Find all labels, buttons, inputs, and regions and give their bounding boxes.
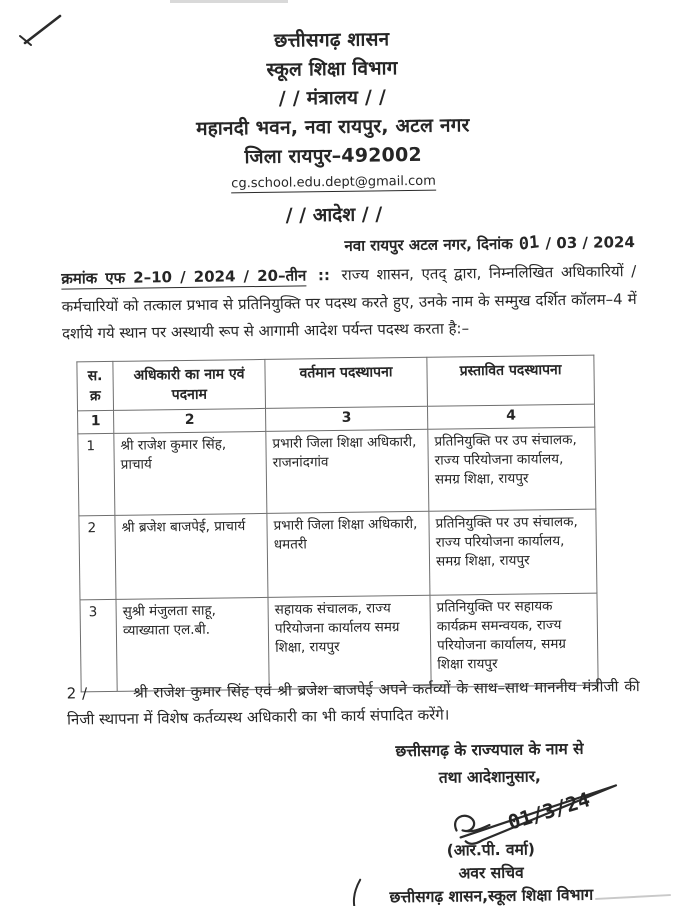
col-header-proposed: प्रस्तावित पदस्थापना (427, 355, 595, 406)
department-name: स्कूल शिक्षा विभाग (266, 57, 398, 81)
signature-block (319, 736, 661, 906)
table-header-row (77, 355, 595, 411)
order-title: / / आदेश / / (285, 203, 383, 227)
clause-number: 2 / (66, 684, 88, 703)
order-paragraph-text: राज्य शासन, एतद् द्वारा, निम्नलिखित अधिकारियों / कर्मचारियों को तत्काल प्रभाव से प्रतिनियुक्ति पर पदस्थ करते हुए, उनके नाम के सम्मुख दर्शित कॉलम–4 में दर्शाये गये स्थान पर अस्थायी रूप से आगामी आदेश पर्यन्त पदस्थ करता है:– (61, 262, 637, 343)
cell-officer-name: श्री राजेश कुमार सिंह, प्राचार्य (114, 431, 267, 515)
district-line: जिला रायपुर–492002 (244, 143, 423, 169)
place-prefix: नवा रायपुर अटल नगर, दिनांक (344, 234, 513, 255)
cell-sno: 1 (78, 433, 115, 515)
cell-current-posting: प्रभारी जिला शिक्षा अधिकारी, धमतरी (267, 511, 430, 597)
clause-indent (87, 698, 133, 699)
authority-line: छत्तीसगढ़ के राज्यपाल के नाम से (395, 739, 584, 761)
col-number-4: 4 (427, 404, 594, 429)
reference-separator: :: (317, 266, 331, 285)
col-header-name: अधिकारी का नाम एवं पदनाम (113, 359, 266, 410)
signatory-office: छत्तीसगढ़ शासन,स्कूल शिक्षा विभाग (389, 885, 594, 906)
cell-current-posting: प्रभारी जिला शिक्षा अधिकारी, राजनांदगांव (266, 429, 429, 513)
cell-sno: 3 (80, 599, 117, 691)
order-paragraph (61, 258, 637, 348)
signatory-designation: अवर सचिव (458, 863, 524, 883)
cell-officer-name: सुश्री मंजुलता साहू, व्याख्याता एल.बी. (116, 597, 269, 691)
cell-proposed-posting: प्रतिनियुक्ति पर सहायक कार्यक्रम समन्वयक, राज्य परियोजना कार्यालय, समग्र शिक्षा रायपुर (430, 593, 598, 687)
posting-table (76, 355, 598, 693)
clause-2-paragraph (67, 674, 641, 732)
table-row (78, 427, 596, 516)
cell-sno: 2 (79, 515, 116, 599)
email-address: cg.school.edu.dept@gmail.com (231, 173, 436, 192)
ministry-line: / / मंत्रालय / / (278, 86, 387, 110)
pen-descender-stroke-icon (349, 878, 366, 906)
place-date-line (344, 232, 635, 256)
cell-officer-name: श्री ब्रजेश बाजपेई, प्राचार्य (115, 513, 268, 599)
address-line: महानदी भवन, नवा रायपुर, अटल नगर (195, 114, 470, 140)
date-rest: / 03 / 2024 (545, 233, 635, 253)
signatory-name: (आर.पी. वर्मा) (446, 840, 536, 860)
col-header-current: वर्तमान पदस्थापना (265, 357, 428, 408)
reference-number: क्रमांक एफ 2–10 / 2024 / 20–तीन (61, 266, 307, 288)
signature-date: 01/3/24 (505, 787, 593, 835)
by-order-line: तथा आदेशानुसार, (438, 767, 542, 787)
cell-proposed-posting: प्रतिनियुक्ति पर उप संचालक, राज्य परियोजना कार्यालय, समग्र शिक्षा, रायपुर (429, 509, 597, 595)
table-row (79, 509, 597, 600)
col-number-2: 2 (114, 408, 266, 433)
letterhead (0, 22, 671, 234)
cell-proposed-posting: प्रतिनियुक्ति पर उप संचालक, राज्य परियोजना कार्यालय, समग्र शिक्षा, रायपुर (428, 427, 596, 511)
col-number-3: 3 (266, 406, 428, 431)
cell-current-posting: सहायक संचालक, राज्य परियोजना कार्यालय समग्र शिक्षा, रायपुर (268, 595, 431, 689)
handwritten-day: 01 (518, 232, 540, 255)
government-name: छत्तीसगढ़ शासन (273, 28, 390, 52)
clause-2-text: श्री राजेश कुमार सिंह एवं श्री ब्रजेश बाजपेई अपने कर्तव्यों के साथ–साथ माननीय मंत्रीजी की निजी स्थापना में विशेष कर्तव्यस्थ अधिकारी का भी कार्य संपादित करेंगे। (66, 677, 640, 729)
col-header-sno: स. क्र (77, 361, 114, 410)
col-number-1: 1 (78, 410, 114, 433)
